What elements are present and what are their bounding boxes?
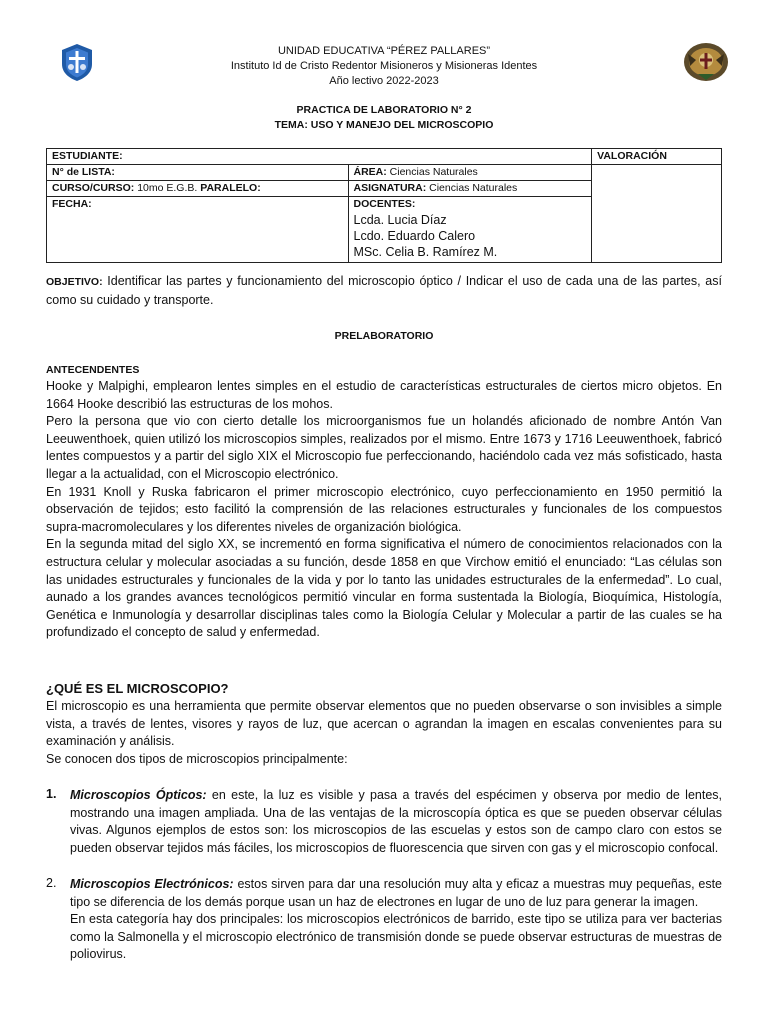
practice-title: PRACTICA DE LABORATORIO N° 2 — [296, 104, 472, 116]
paragraph: En la segunda mitad del siglo XX, se incrementó en forma significativa el número de conocimientos relacionados con la estructura celular y molecular asociadas a su función, desde 1858 en que Virchow emitió el enunciado: “Las células son las unidades estructurales y funcionales de la vida y por lo tanto las unidades estructurales de la enfermedad”. Lo cual, aunado a los grandes avances tecnológicos permitió vincular en forma sustentada la Biología, Bioquímica, Histología, Genética e Inmunología y desarrollar disciplinas tales como la Biología Celular y Molecular a partir de las cuales se ha profundizado el concepto de salud y enfermedad. — [46, 537, 722, 640]
what-is-text: El microscopio es una herramienta que permite observar elementos que no pueden observarse o son invisibles a simple vista, a través de lentes, visores y rayos de luz, que acercan o agrandan la imagen en escalas convenientes para su examinación y análisis. Se conocen dos tipos de microscopios principalmente: — [46, 698, 722, 768]
student-info-table — [46, 148, 722, 263]
teacher-name: Lcdo. Eduardo Calero — [353, 229, 476, 243]
school-year: Año lectivo 2022-2023 — [329, 75, 439, 87]
list-number: 2. — [46, 876, 57, 890]
list-item-optical: Microscopios Ópticos: en este, la luz es visible y pasa a través del espécimen y observa por medio de lentes, mostrando una imagen ampliada. Una de las ventajas de la microscopía óptica es que se pueden observar células vivas. Algunos ejemplos de estos son: los microscopios de las escuelas y estos son de campo claro con estos se pueden observar tejidos más fáciles, los microscopios de fluorescencia que sirven con gas y el microscopio confocal. — [70, 788, 722, 855]
prelab-heading: PRELABORATORIO — [334, 330, 434, 342]
what-is-heading: ¿QUÉ ES EL MICROSCOPIO? — [46, 681, 229, 696]
list-item-electronic-cont: En esta categoría hay dos principales: los microscopios electrónicos de barrido, este tipo se utiliza para ver bacterias como la Salmonella y el microscopio electrónico de transmisión donde se puede observar estructuras de muestras de poliovirus. — [70, 912, 722, 962]
institute-name: Instituto Id de Cristo Redentor Misioneros y Misioneras Identes — [230, 60, 538, 72]
course-field: CURSO/CURSO: 10mo E.G.B. PARALELO: — [47, 181, 349, 197]
list-number-field: N° de LISTA: — [47, 165, 349, 181]
area-field: ÁREA: Ciencias Naturales — [348, 165, 592, 181]
objective: OBJETIVO: Identificar las partes y funcionamiento del microscopio óptico / Indicar el uso de cada una de las partes, así como su cuidado y transporte. — [46, 274, 722, 307]
background-text — [46, 378, 722, 642]
school-name: UNIDAD EDUCATIVA “PÉREZ PALLARES” — [277, 45, 491, 57]
paragraph: En 1931 Knoll y Ruska fabricaron el primer microscopio electrónico, cuyo perfeccionamiento en 1950 permitió la observación de tejidos; esto facilitó la comprensión de las relaciones estructurales y funcionales de los compuestos supra-macromoleculares y los diferentes niveles de organización biológica. — [46, 484, 722, 534]
background-heading: ANTECENDENTES — [46, 364, 140, 376]
list-number: 1. — [46, 787, 57, 801]
types-intro: Se conocen dos tipos de microscopios principalmente: — [46, 751, 348, 766]
paragraph: Hooke y Malpighi, emplearon lentes simples en el estudio de características estructurales de ciertos micro objetos. En 1664 Hooke describió las estructuras de los mohos. — [46, 379, 722, 411]
teacher-name: MSc. Celia B. Ramírez M. — [353, 245, 498, 259]
paragraph: Pero la persona que vio con cierto detalle los microorganismos fue un holandés aficionado de nombre Antón Van Leeuwenthoek, quien utilizó los microscopios simples, realizados por el mismo. Entre 1673 y 1716 Leeuwenthoek, fabricó lentes compuestos y a partir del siglo XIX el Microscopio fue perfeccionando, haciéndolo cada vez más sofisticado, hasta llegar a la actualidad, con el Microscopio electrónico. — [46, 414, 722, 481]
date-field: FECHA: — [47, 197, 349, 263]
valuation-label: VALORACIÓN — [592, 149, 722, 165]
list-item-electronic: Microscopios Electrónicos: estos sirven para dar una resolución muy alta y eficaz a muestras muy pequeñas, este tipo se diferencia de los demás porque usan un haz de electrones en lugar de uno de luz para generar la imagen. — [70, 877, 723, 909]
topic-title: TEMA: USO Y MANEJO DEL MICROSCOPIO — [274, 119, 494, 131]
student-field: ESTUDIANTE: — [47, 149, 592, 165]
teachers-field: DOCENTES: Lcda. Lucia Díaz Lcdo. Eduardo Calero MSc. Celia B. Ramírez M. — [348, 197, 592, 263]
subject-field: ASIGNATURA: Ciencias Naturales — [348, 181, 592, 197]
valuation-box — [592, 165, 722, 263]
teacher-name: Lcda. Lucia Díaz — [353, 213, 447, 227]
